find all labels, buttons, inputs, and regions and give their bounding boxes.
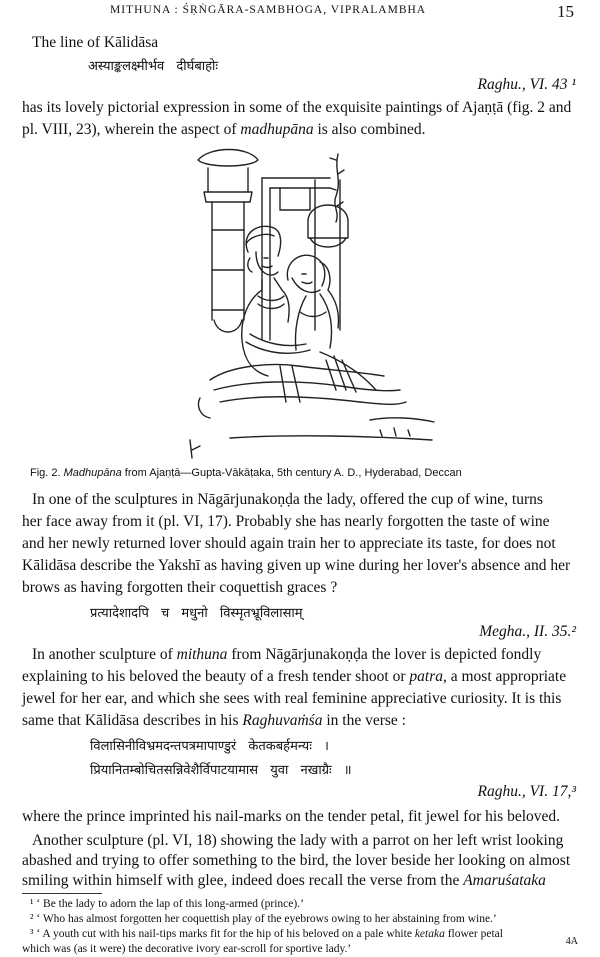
paragraph-4: where the prince imprinted his nail-marks on the tender petal, fit jewel for his beloved. — [22, 808, 561, 825]
sanskrit-verse-3a: विलासिनीविभ्रमदन्तपत्रमापाण्डुरं केतकबर्हमन्यः । — [90, 739, 329, 754]
madhupana-line-drawing — [170, 140, 445, 465]
paragraph-1: has its lovely pictorial expression in some of the exquisite paintings of Ajaṇṭā (fig. 2 and pl. VIII, 23), wherein the aspect of madhupāna is also combined. — [22, 99, 572, 138]
citation-raghu-17: Raghu., VI. 17,³ — [477, 783, 576, 800]
signature-mark: 4A — [565, 936, 578, 947]
page-number: 15 — [557, 2, 574, 21]
footnote-1: ¹ ‘ Be the lady to adorn the lap of this long-armed (prince).’ — [30, 898, 304, 910]
intro-line: The line of Kālidāsa — [32, 34, 159, 51]
footnotes — [22, 897, 578, 957]
citation-raghu-43: Raghu., VI. 43 ¹ — [477, 76, 576, 93]
paragraph-5: Another sculpture (pl. VI, 18) showing the lady with a parrot on her left wrist looking abashed and trying to offer something to the bird, the lover beside her looking on almost — [22, 832, 571, 869]
sanskrit-verse-1: अस्याङ्कलक्ष्मीर्भव दीर्घबाहोः — [88, 59, 219, 74]
sanskrit-verse-2: प्रत्यादेशादपि च मधुनो विस्मृतभ्रूविलासाम् — [90, 606, 303, 621]
running-head: MITHUNA : ŚṚṄGĀRA-SAMBHOGA, VIPRALAMBHA — [110, 4, 427, 16]
sanskrit-verse-3b: प्रियानितम्बोचितसन्निवेशैर्विपाटयामास युवा नखाग्रैः ॥ — [90, 763, 352, 778]
paragraph-2: In one of the sculptures in Nāgārjunakoṇḍa the lady, offered the cup of wine, turns her face away from it (pl. VI, 17). Probably she has nearly forgotten the taste of wine and her newly returned lover should again train her to appreciate its taste, for does not Kālidāsa describe the Yakshī as having given up wine during her lover's absence and her brows as having forgotten their coquettish graces ? — [22, 491, 571, 596]
footnote-3-continued: which was (as it were) the decorative ivory ear-scroll for sportive lady.’ — [22, 943, 352, 955]
footnote-2: ² ‘ Who has almost forgotten her coquettish play of the eyebrows owing to her abstaining from wine.’ — [30, 913, 497, 925]
figure-caption: Fig. 2. Madhupāna from Ajaṇṭā—Gupta-Vākāṭaka, 5th century A. D., Hyderabad, Deccan — [30, 467, 462, 479]
footnote-rule — [22, 893, 102, 894]
paragraph-3: In another sculpture of mithuna from Nāgārjunakoṇḍa the lover is depicted fondly explaining to his beloved the beauty of a fresh tender shoot or patra, a most appropriate jewel for her ear, and which she sees with real feminine appreciative curiosity. It is this same that Kālidāsa describes in his Raghuvaṁśa in the verse : — [22, 646, 567, 729]
citation-megha: Megha., II. 35.² — [479, 623, 576, 640]
paragraph-5-last-line: smiling within himself with glee, indeed does recall the verse from the Amaruśataka — [22, 872, 546, 889]
footnote-3: ³ ‘ A youth cut with his nail-tips marks fit for the hip of his beloved on a pale white ketaka flower petal — [30, 928, 503, 940]
